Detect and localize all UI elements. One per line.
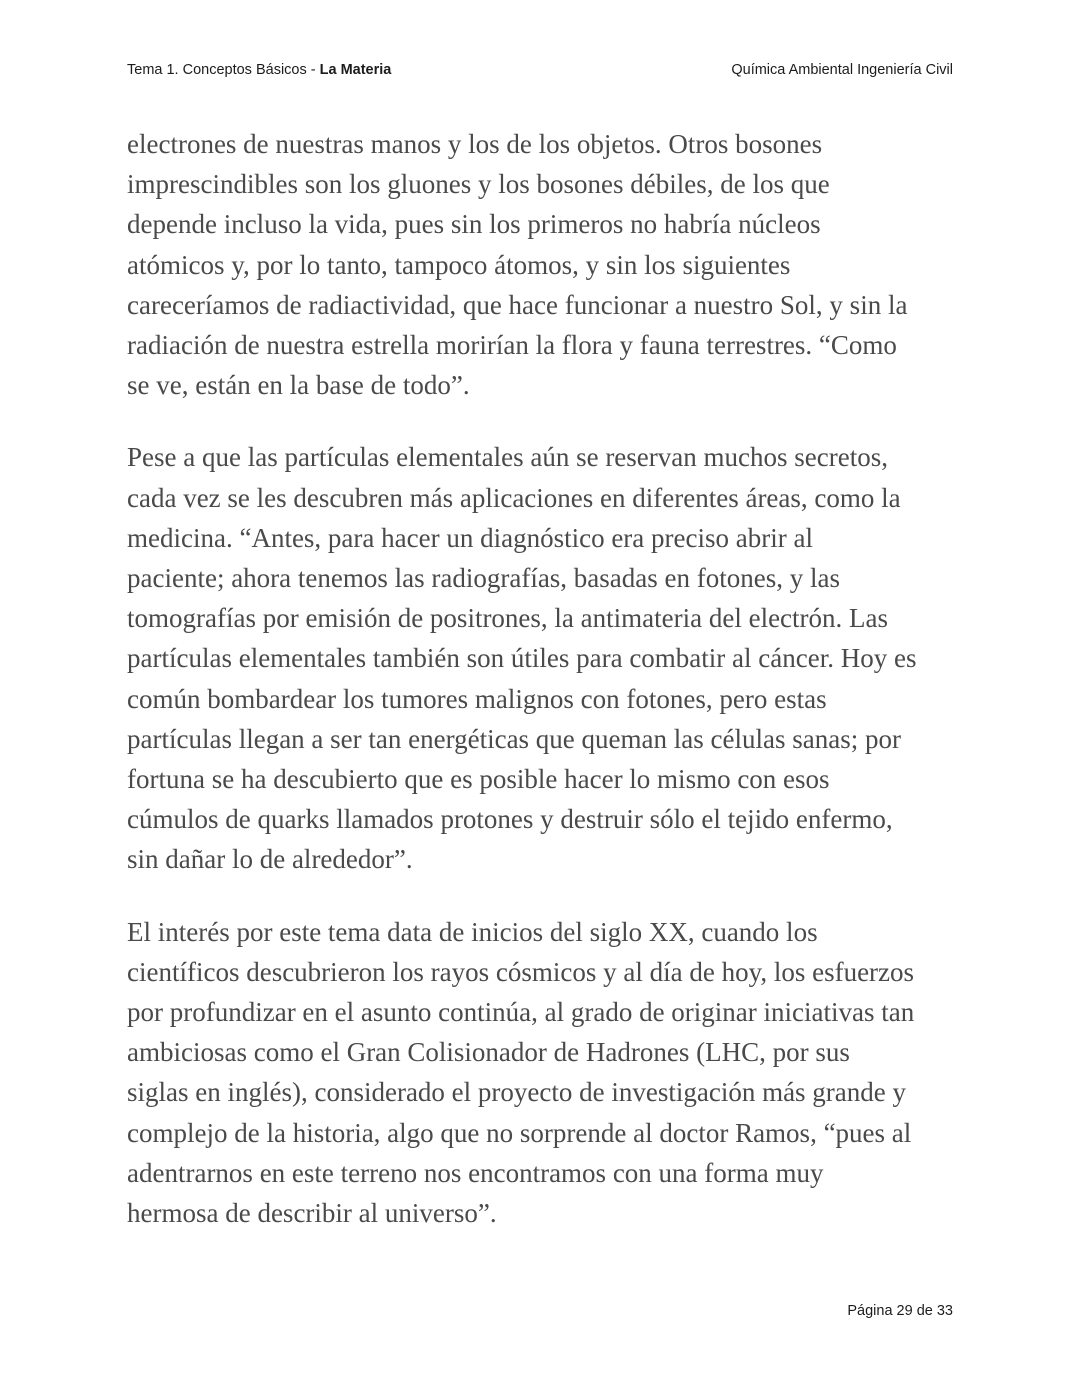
header-chapter-prefix: Tema 1. Conceptos Básicos - [127,62,320,78]
header-chapter-topic: La Materia [319,62,392,78]
paragraph-3: El interés por este tema data de inicios del siglo XX, cuando los científicos descubrieron los rayos cósmicos y al día de hoy, los esfuerzos por profundizar en el asunto continúa, al grado de originar iniciativas tan ambiciosas como el Gran Colisionador de Hadrones (LHC, por sus siglas en inglés), considerado el proyecto de investigación más grande y complejo de la historia, algo que no sorprende al doctor Ramos, “pues al adentrarnos en este terreno nos encontramos con una forma muy hermosa de describir al universo”. [127,916,915,1229]
paragraph-1: electrones de nuestras manos y los de los objetos. Otros bosones imprescindibles son los gluones y los bosones débiles, de los que depende incluso la vida, pues sin los primeros no habría núcleos atómicos y, por lo tanto, tampoco átomos, y sin los siguientes careceríamos de radiactividad, que hace funcionar a nuestro Sol, y sin la radiación de nuestra estrella morirían la flora y fauna terrestres. “Como se ve, están en la base de todo”. [127,129,908,401]
document-body [127,124,959,1265]
page-number: Página 29 de 33 [847,1303,953,1319]
page-header [127,62,953,84]
header-chapter-title [127,62,391,78]
paragraph-2: Pese a que las partículas elementales aún se reservan muchos secretos, cada vez se les descubren más aplicaciones en diferentes áreas, como la medicina. “Antes, para hacer un diagnóstico era preciso abrir al paciente; ahora tenemos las radiografías, basadas en fotones, y las tomografías por emisión de positrones, la antimateria del electrón. Las partículas elementales también son útiles para combatir al cáncer. Hoy es común bombardear los tumores malignos con fotones, pero estas partículas llegan a ser tan energéticas que queman las células sanas; por fortuna se ha descubierto que es posible hacer lo mismo con esos cúmulos de quarks llamados protones y destruir sólo el tejido enfermo, sin dañar lo de alrededor”. [127,442,917,875]
header-course-title: Química Ambiental Ingeniería Civil [731,62,953,78]
